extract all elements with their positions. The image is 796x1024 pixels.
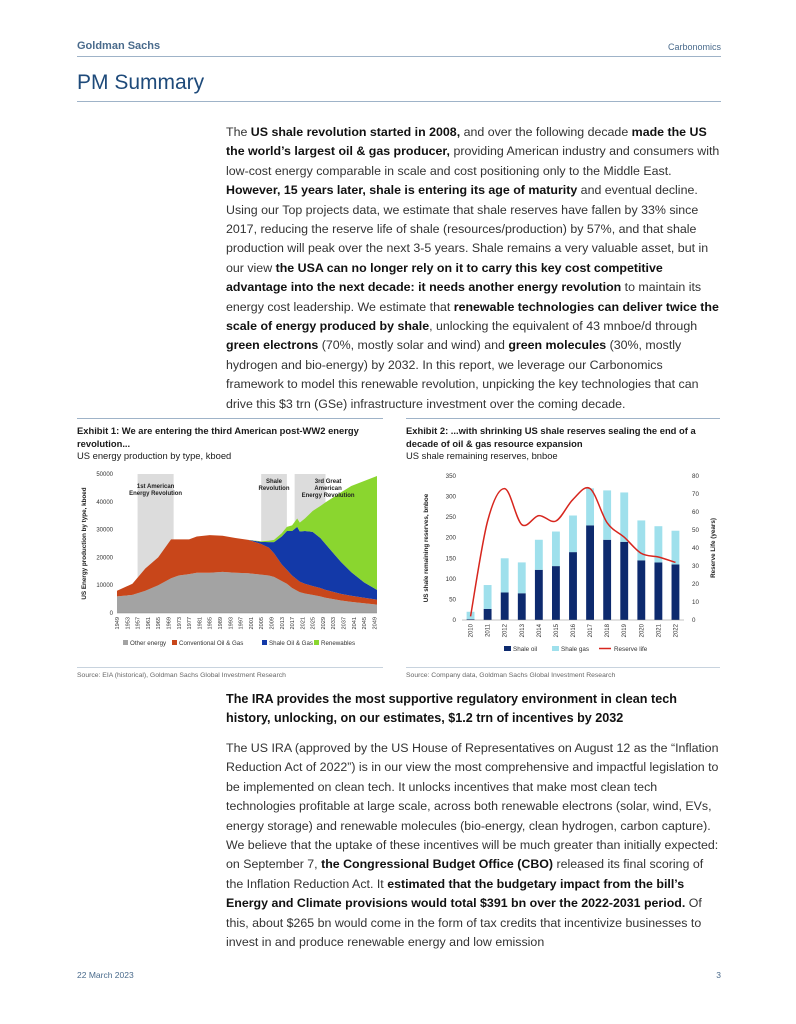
page-title: PM Summary xyxy=(77,71,205,94)
x-tick-label: 2037 xyxy=(341,617,348,630)
energy-production-chart xyxy=(77,470,383,655)
exhibit2-divider xyxy=(406,418,720,419)
x-tick-label: 1985 xyxy=(207,617,214,630)
legend-label: Reserve life xyxy=(614,646,648,653)
y2-tick-label: 0 xyxy=(692,617,696,624)
bar-shale-gas xyxy=(518,562,526,593)
y-tick-label: 30000 xyxy=(96,527,113,534)
y2-tick-label: 70 xyxy=(692,491,699,498)
y-tick-label: 10000 xyxy=(96,583,113,590)
y2-tick-label: 10 xyxy=(692,599,699,606)
summary-paragraph: The US shale revolution started in 2008, and over the following decade made the US the world’s largest oil & gas producer, providing American industry and consumers with low-cost energy comparable in scale and cost positioning only to the Middle East. However, 15 years later, shale is entering its age of maturity and eventual decline. Using our Top projects data, we estimate that shale reserves have fallen by 33% since 2017, reducing the reserve life of shale (resources/production) by 57%, and that shale production will peak over the next 3-5 years. Shale remains a very valuable asset, but in our view the USA can no longer rely on it to carry this key cost competitive advantage into the next decade: it needs another energy revolution to maintain its energy cost leadership. We estimate that renewable technologies can deliver twice the scale of energy produced by shale, unlocking the equivalent of 43 mnboe/d through green electrons (70%, mostly solar and wind) and green molecules (30%, mostly hydrogen and bio-energy) by 2032. In this report, we leverage our Carbonomics framework to model this renewable revolution, unpicking the key technologies that can drive this $3 trn (GSe) infrastructure investment over the coming decade. xyxy=(226,125,720,411)
bar-shale-oil xyxy=(518,593,526,620)
exhibit2-heading xyxy=(406,425,720,463)
legend-label: Renewables xyxy=(321,640,356,647)
exhibit2-source-divider xyxy=(406,667,720,668)
legend-swatch xyxy=(172,640,177,645)
brand-name: Goldman Sachs xyxy=(77,40,161,52)
y-tick-label: 350 xyxy=(445,473,456,480)
bar-shale-gas xyxy=(484,585,492,609)
x-tick-label: 2016 xyxy=(571,624,577,638)
bar-shale-oil xyxy=(637,560,645,620)
y-tick-label: 50000 xyxy=(96,472,113,478)
x-tick-label: 2021 xyxy=(300,617,307,630)
bar-shale-oil xyxy=(654,562,662,620)
x-tick-label: 1977 xyxy=(187,617,194,630)
title-divider xyxy=(77,101,721,102)
y2-tick-label: 30 xyxy=(692,563,699,570)
bar-shale-oil xyxy=(672,564,680,620)
y2-tick-label: 60 xyxy=(692,509,699,516)
y-axis-label: US Energy production by type, kboed xyxy=(81,487,88,600)
x-tick-label: 1973 xyxy=(176,617,183,630)
x-tick-label: 2019 xyxy=(622,624,629,638)
x-tick-label: 2017 xyxy=(588,624,595,638)
y-tick-label: 200 xyxy=(445,534,456,542)
x-tick-label: 2012 xyxy=(502,624,509,638)
x-tick-label: 1997 xyxy=(238,617,245,630)
x-tick-label: 1965 xyxy=(156,617,163,630)
x-tick-label: 1957 xyxy=(135,617,142,630)
x-tick-label: 2049 xyxy=(372,617,379,630)
legend-swatch xyxy=(262,640,267,645)
x-tick-label: 1961 xyxy=(145,617,152,630)
legend-label: Shale Oil & Gas xyxy=(269,640,314,647)
exhibit1-title: Exhibit 1: We are entering the third American post-WW2 energy revolution... xyxy=(77,425,359,449)
bar-shale-oil xyxy=(569,552,577,620)
bar-shale-gas xyxy=(672,531,680,565)
x-tick-label: 2010 xyxy=(468,624,475,638)
x-tick-label: 2011 xyxy=(485,624,492,637)
report-name: Carbonomics xyxy=(667,42,721,52)
x-tick-label: 1993 xyxy=(228,617,235,630)
y-tick-label: 300 xyxy=(445,493,456,501)
exhibit2-title: Exhibit 2: ...with shrinking US shale reserves sealing the end of a decade of oil & gas resource expansion xyxy=(406,425,696,449)
legend-label: Shale gas xyxy=(561,646,590,653)
x-tick-label: 2022 xyxy=(673,624,680,638)
x-tick-label: 2041 xyxy=(351,617,358,630)
ira-heading: The IRA provides the most supportive regulatory environment in clean tech history, unlocking, on our estimates, $1.2 trn of incentives by 2032 xyxy=(226,692,677,726)
chart-annotation: Shale Revolution xyxy=(258,479,290,492)
x-tick-label: 2013 xyxy=(519,624,526,638)
x-tick-label: 1969 xyxy=(166,617,173,630)
y-tick-label: 100 xyxy=(445,575,456,583)
exhibit1-divider xyxy=(77,418,383,419)
x-tick-label: 2013 xyxy=(279,617,286,630)
x-tick-label: 2014 xyxy=(536,624,543,638)
legend-swatch xyxy=(504,646,511,651)
y-tick-label: 0 xyxy=(109,611,113,617)
bar-shale-gas xyxy=(569,515,577,552)
bar-shale-oil xyxy=(535,570,543,620)
bar-shale-oil xyxy=(552,566,560,620)
bar-shale-gas xyxy=(552,532,560,567)
bar-shale-gas xyxy=(586,488,594,525)
y2-axis-label: Reserve Life (years) xyxy=(710,518,717,578)
x-tick-label: 2005 xyxy=(259,617,266,630)
y-tick-label: 40000 xyxy=(96,499,113,506)
chart-annotation: 3rd Great American Energy Revolution xyxy=(301,479,355,499)
bar-shale-gas xyxy=(535,540,543,570)
bar-shale-gas xyxy=(501,558,509,592)
x-tick-label: 2025 xyxy=(310,617,317,630)
header-divider xyxy=(77,56,721,57)
legend-label: Other energy xyxy=(130,640,167,647)
bar-shale-oil xyxy=(484,609,492,620)
chart-annotation: 1st American Energy Revolution xyxy=(129,484,183,497)
bar-shale-oil xyxy=(586,525,594,620)
exhibit2-subtitle: US shale remaining reserves, bnboe xyxy=(406,450,558,461)
footer-date: 22 March 2023 xyxy=(77,970,134,980)
y-tick-label: 250 xyxy=(445,514,456,522)
ira-paragraph: The US IRA (approved by the US House of Representatives on August 12 as the “Inflation Reduction Act of 2022”) is in our view the most comprehensive and impactful legislation to be implemented on clean tech. It unlocks incentives that make most clean tech technologies profitable at large scale, across both renewable electrons (solar, wind, EVs, energy storage) and renewable molecules (bio-energy, clean hydrogen, carbon capture). We believe that the uptake of these incentives will be much greater than initially expected: on September 7, the Congressional Budget Office (CBO) released its final scoring of the Inflation Reduction Act. It estimated that the budgetary impact from the bill’s Energy and Climate provisions would total $391 bn over the 2022-2031 period. Of this, about $265 bn would come in the form of tax credits that incentivize businesses to invest in and produce renewable energy and low emission xyxy=(226,741,719,950)
exhibit1-subtitle: US energy production by type, kboed xyxy=(77,450,232,461)
exhibit2-source: Source: Company data, Goldman Sachs Global Investment Research xyxy=(406,672,616,679)
exhibit1-source: Source: EIA (historical), Goldman Sachs Global Investment Research xyxy=(77,672,286,679)
y2-tick-label: 80 xyxy=(692,473,699,480)
x-tick-label: 2009 xyxy=(269,617,276,630)
legend-label: Shale oil xyxy=(513,646,538,653)
x-tick-label: 2033 xyxy=(331,617,338,630)
legend-swatch xyxy=(123,640,128,645)
y2-tick-label: 20 xyxy=(692,581,699,588)
x-tick-label: 2017 xyxy=(290,617,297,630)
legend-swatch xyxy=(552,646,559,651)
exhibit1-heading xyxy=(77,425,377,463)
x-tick-label: 1949 xyxy=(115,617,121,630)
x-tick-label: 1953 xyxy=(125,617,132,630)
y-tick-label: 0 xyxy=(452,617,456,624)
exhibit1-source-divider xyxy=(77,667,383,668)
x-tick-label: 1981 xyxy=(197,617,204,630)
x-tick-label: 2018 xyxy=(605,624,612,638)
shale-reserves-chart xyxy=(406,468,724,658)
y-tick-label: 50 xyxy=(449,596,456,604)
bar-shale-oil xyxy=(603,540,611,620)
x-tick-label: 1989 xyxy=(217,617,224,630)
x-tick-label: 2029 xyxy=(320,617,327,630)
bar-shale-oil xyxy=(620,542,628,620)
x-tick-label: 2021 xyxy=(656,624,663,638)
y-tick-label: 20000 xyxy=(96,555,113,562)
x-tick-label: 2015 xyxy=(553,624,560,638)
y2-tick-label: 50 xyxy=(692,527,699,534)
y2-tick-label: 40 xyxy=(692,545,699,552)
bar-shale-oil xyxy=(501,592,509,620)
y-tick-label: 150 xyxy=(445,555,456,563)
x-tick-label: 2020 xyxy=(639,624,646,638)
legend-label: Conventional Oil & Gas xyxy=(179,640,244,647)
page-number: 3 xyxy=(716,970,721,980)
x-tick-label: 2001 xyxy=(248,617,255,630)
y-axis-label: US shale remaining reserves, bnboe xyxy=(423,493,430,603)
legend-swatch xyxy=(314,640,319,645)
bar-shale-gas xyxy=(603,490,611,539)
x-tick-label: 2045 xyxy=(362,617,369,630)
